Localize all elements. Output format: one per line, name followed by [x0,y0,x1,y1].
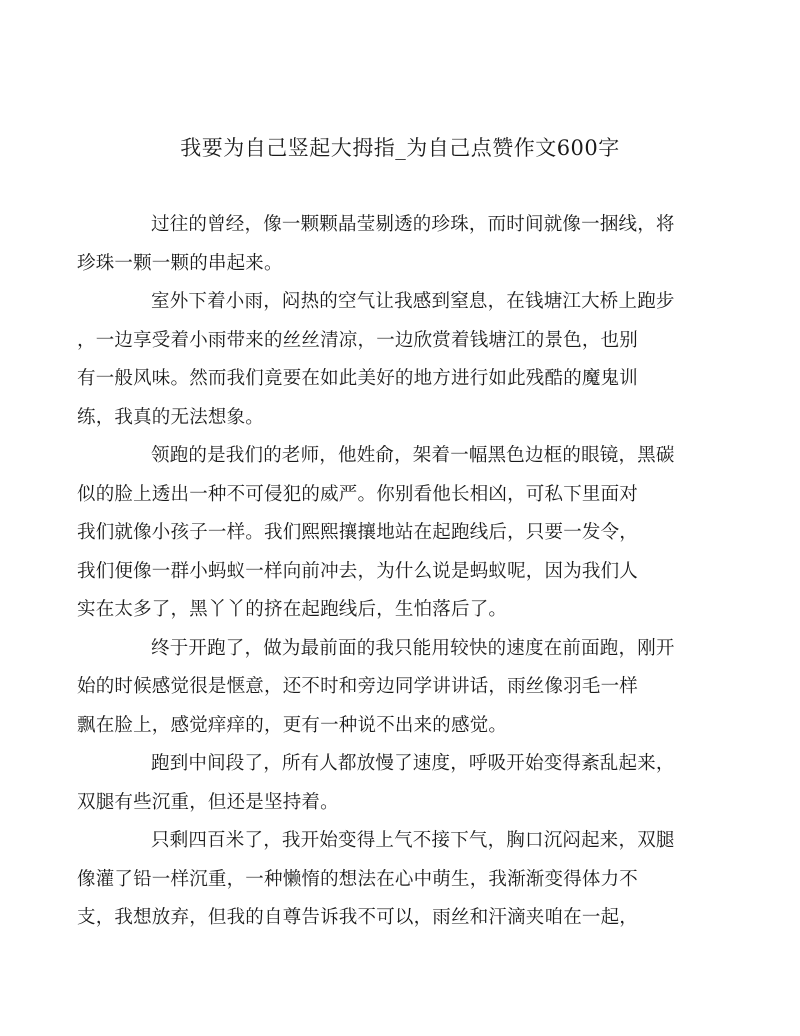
paragraph-5 [77,745,686,822]
text-line: ，一边享受着小雨带来的丝丝清凉，一边欣赏着钱塘江的景色，也别 [77,329,639,351]
paragraph-6 [77,822,686,938]
paragraph-3 [77,437,686,630]
text-line: 实在太多了，黑丫丫的挤在起跑线后，生怕落后了。 [77,599,508,620]
text-line: 珍珠一颗一颗的串起来。 [77,252,283,274]
text-line: 始的时候感觉很是惬意，还不时和旁边同学讲讲话，雨丝像羽毛一样 [77,676,639,697]
text-line: 领跑的是我们的老师，他姓俞，架着一幅黑色边框的眼镜，黑碳 [151,445,675,466]
text-line: 跑到中间段了，所有人都放慢了速度，呼吸开始变得紊乱起来， [151,753,675,774]
text-line: 飘在脸上，感觉痒痒的，更有一种说不出来的感觉。 [77,714,508,736]
text-line: 室外下着小雨，闷热的空气让我感到窒息，在钱塘江大桥上跑步 [151,291,675,312]
paragraph-1 [77,206,686,283]
text-line: 像灌了铅一样沉重，一种懒惰的想法在心中萌生，我渐渐变得体力不 [77,868,639,890]
text-line: 终于开跑了，做为最前面的我只能用较快的速度在前面跑，刚开 [151,637,675,659]
text-line: 过往的曾经，像一颗颗晶莹剔透的珍珠，而时间就像一捆线，将 [151,214,675,235]
text-line: 支，我想放弃，但我的自尊告诉我不可以，雨丝和汗滴夹咱在一起， [77,907,639,928]
text-line: 我们便像一群小蚂蚁一样向前冲去，为什么说是蚂蚁呢，因为我们人 [77,560,639,582]
text-line: 双腿有些沉重，但还是坚持着。 [77,791,339,813]
paragraph-4 [77,630,686,746]
text-line: 只剩四百米了，我开始变得上气不接下气，胸口沉闷起来，双腿 [151,830,675,851]
paragraph-2 [77,283,686,437]
text-line: 有一般风味。然而我们竟要在如此美好的地方进行如此残酷的魔鬼训 [77,368,639,389]
text-line: 似的脸上透出一种不可侵犯的威严。你别看他长相凶，可私下里面对 [77,483,639,505]
document-title: 我要为自己竖起大拇指_为自己点赞作文600字 [180,136,620,160]
text-line: 练，我真的无法想象。 [77,406,265,428]
document-body [77,206,686,938]
text-line: 我们就像小孩子一样。我们熙熙攘攘地站在起跑线后，只要一发令， [77,522,639,543]
